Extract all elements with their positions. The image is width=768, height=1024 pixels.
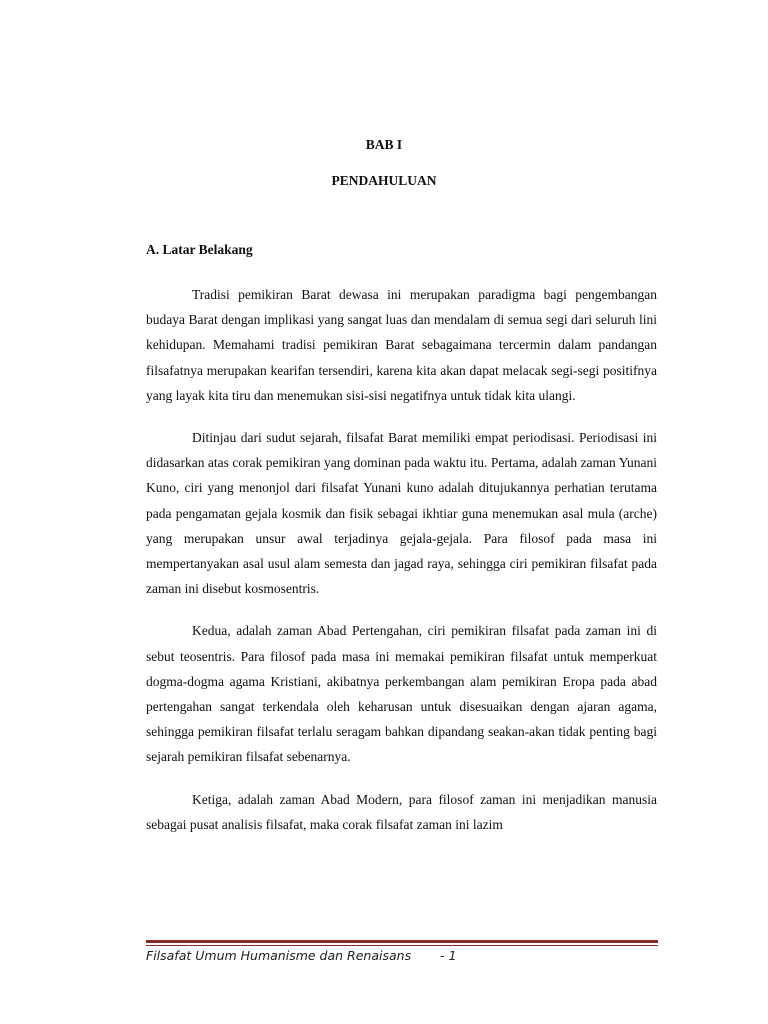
body-text: [146, 282, 657, 854]
paragraph-3: Kedua, adalah zaman Abad Pertengahan, ciri pemikiran filsafat pada zaman ini di sebut teosentris. Para filosof pada masa ini memakai pemikiran filsafat untuk memperkuat dogma-dogma agama Kristiani, akibatnya perkembangan alam pemikiran Eropa pada abad pertengahan sangat terkendala oleh keharusan untuk disesuaikan dengan ajaran agama, sehingga pemikiran filsafat terlalu seragam bahkan dipandang seakan-akan tidak penting bagi sejarah pemikiran filsafat sebenarnya.: [146, 623, 657, 765]
paragraph-1: Tradisi pemikiran Barat dewasa ini merupakan paradigma bagi pengembangan budaya Barat dengan implikasi yang sangat luas dan mendalam di semua segi dari seluruh lini kehidupan. Memahami tradisi pemikiran Barat sebagaimana tercermin dalam pandangan filsafatnya merupakan kearifan tersendiri, karena kita akan dapat melacak segi-segi positifnya yang layak kita tiru dan menemukan sisi-sisi negatifnya untuk tidak kita ulangi.: [146, 287, 657, 403]
footer-rule: [146, 940, 658, 943]
chapter-number: BAB I: [365, 137, 403, 152]
footer-title: Filsafat Umum Humanisme dan Renaisans: [146, 948, 412, 963]
paragraph-2: Ditinjau dari sudut sejarah, filsafat Barat memiliki empat periodisasi. Periodisasi ini didasarkan atas corak pemikiran yang dominan pada waktu itu. Pertama, adalah zaman Yunani Kuno, ciri yang menonjol dari filsafat Yunani kuno adalah ditujukannya perhatian terutama pada pengamatan gejala kosmik dan fisik sebagai ikhtiar guna menemukan asal mula (arche) yang merupakan unsur awal terjadinya gejala-gejala. Para filosof pada masa ini mempertanyakan asal usul alam semesta dan jagad raya, sehingga ciri pemikiran filsafat pada zaman ini disebut kosmosentris.: [146, 430, 657, 597]
section-heading: A. Latar Belakang: [146, 242, 253, 257]
paragraph-4: Ketiga, adalah zaman Abad Modern, para filosof zaman ini menjadikan manusia sebagai pusat analisis filsafat, maka corak filsafat zaman ini lazim: [146, 791, 657, 832]
footer-rule-thin: [146, 945, 658, 946]
chapter-title: PENDAHULUAN: [331, 173, 437, 188]
page-number: - 1: [440, 948, 457, 963]
